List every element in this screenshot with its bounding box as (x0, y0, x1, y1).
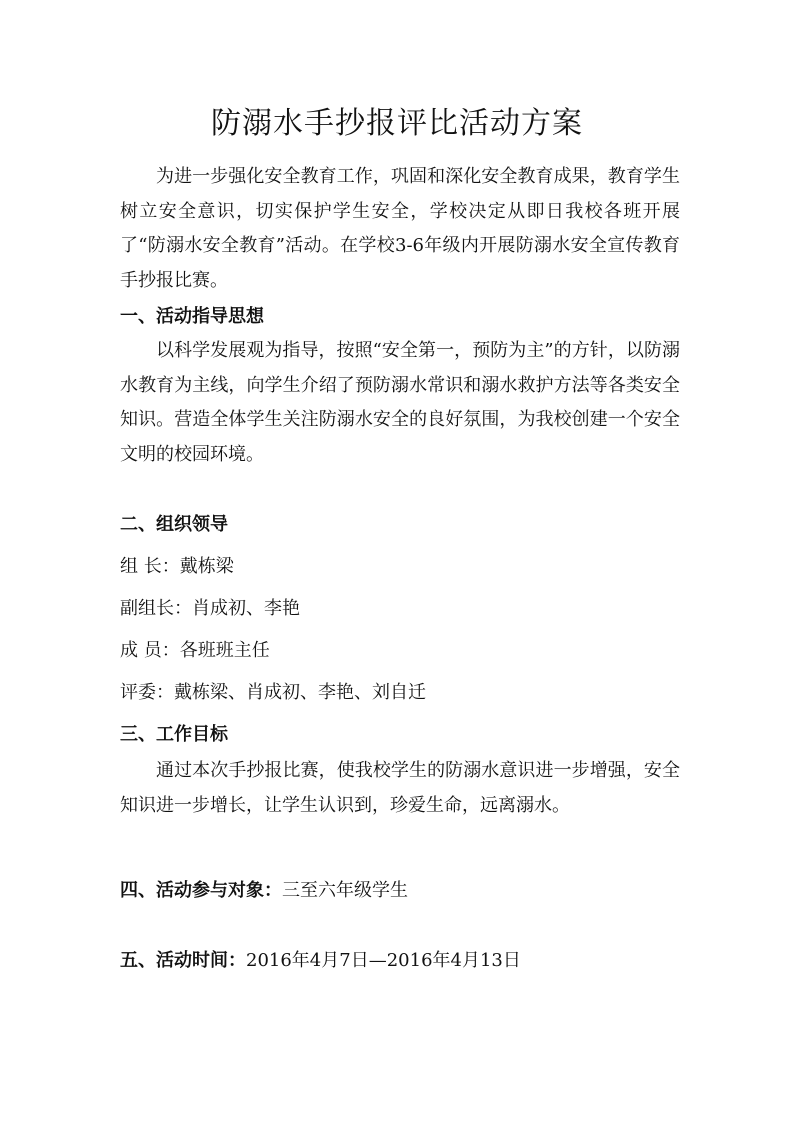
activity-time-value: 2016年4月7日—2016年4月13日 (246, 950, 521, 971)
participants-value: 三至六年级学生 (282, 880, 408, 901)
section-4-heading: 四、活动参与对象： (120, 880, 282, 901)
section-1-heading: 一、活动指导思想 (120, 306, 264, 327)
section-1-body: 以科学发展观为指导，按照“安全第一，预防为主”的方针，以防溺水教育为主线，向学生介绍了预防溺水常识和溺水救护方法等各类安全知识。营造全体学生关注防溺水安全的良好氛围，为我校创建一个安全文明的校园环境。 (120, 340, 680, 465)
section-2-heading: 二、组织领导 (120, 514, 228, 535)
section-5-line (120, 946, 521, 972)
section-4-line (120, 876, 408, 902)
document-title: 防溺水手抄报评比活动方案 (211, 106, 583, 141)
deputy-leader-line: 副组长：肖成初、李艳 (120, 598, 300, 619)
section-3-body: 通过本次手抄报比赛，使我校学生的防溺水意识进一步增强，安全知识进一步增长，让学生认识到，珍爱生命，远离溺水。 (120, 760, 680, 816)
section-3-heading: 三、工作目标 (120, 724, 228, 745)
judges-line: 评委：戴栋梁、肖成初、李艳、刘自迁 (120, 682, 426, 703)
leader-line: 组 长：戴栋梁 (120, 556, 234, 577)
members-line: 成 员：各班班主任 (120, 640, 270, 661)
section-5-heading: 五、活动时间： (120, 950, 246, 971)
intro-paragraph: 为进一步强化安全教育工作，巩固和深化安全教育成果，教育学生树立安全意识，切实保护学生安全，学校决定从即日我校各班开展了“防溺水安全教育”活动。在学校3-6年级内开展防溺水安全宣传教育手抄报比赛。 (120, 166, 680, 291)
